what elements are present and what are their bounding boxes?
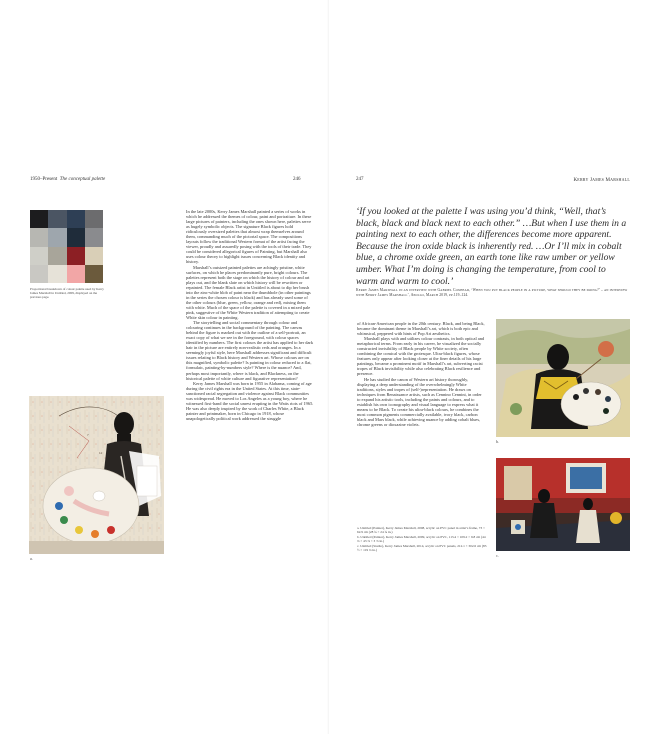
painting-image xyxy=(496,458,630,551)
palette-swatch xyxy=(48,265,66,283)
credit-line: c. Untitled (Studio), Kerry James Marshall, 2014, acrylic on PVC panels, 212.1 × 302.6 cm (83 ½ × 119 ⅛ in.) xyxy=(357,544,487,553)
left-body-paragraph: The storytelling and social commentary through colour and colouring continues in the background of the painting. The canvas behind the figure is marked out with the outline of a self-portrait, an exact copy of what we see in the foreground, with colour spaces identified by numbers. The first colours the artist has applied to her dark hair in the picture are entirely non-realistic reds and oranges. In a seemingly joyful style, here Marshall addresses significant and difficult issues relating to Black history and Western art. Whose colours are on this magnified, symbolic palette? Is painting in colour reduced to a flat, formulaic, painting-by-numbers style? Where is the nuance? And, perhaps most importantly, where is black, and Blackness, on the historical palette of white culture and figurative representation? xyxy=(186,320,314,381)
credit-line: b. Untitled (Painter), Kerry James Marshall, 2009, acrylic on PVC, 113.4 × 109.2 × 9.8 cm (44 ⅝ × 43 ⅜ × 3 ⅞ in.) xyxy=(357,535,486,544)
running-head-left xyxy=(30,177,105,182)
right-body-paragraph: He has studied the canon of Western art history thoroughly, displaying a deep understanding of the overwhelmingly White traditions, styles and tropes of (self-)representation. He draws on techniques from Renaissance artists, such as Cennino Cennini, in order to expand his artistic tools, including the paints and colours, and to establish his own iconography and visual language to express what it means to be Black. To create his ultra-black colours, he combines the most common pigments commercially available, ivory black, carbon black and Mars black, while achieving nuance by adding cobalt blues, chrome greens or dioxazine violets. xyxy=(357,376,482,427)
image-credits xyxy=(357,526,487,553)
svg-text:12: 12 xyxy=(99,451,103,455)
painting-untitled-painter-a xyxy=(29,396,164,554)
palette-swatch xyxy=(85,247,103,265)
credit-line: a. Untitled (Painter), Kerry James Marshall, 2008, acrylic on PVC panel in artist’s frame, 73 × 62.9 cm (28 ¾ × 24 ¾ in.) xyxy=(357,526,485,535)
palette-swatch xyxy=(85,228,103,246)
left-body-paragraph: Marshall’s outsized painted palettes are achingly pristine, white surfaces, on which he places predominantly pure, bright colours. The palettes represent both the stage on which the history of colour and art plays out, and the blank slate on which history will be rewritten or repainted. The female Black artist in Untitled is about to dip her brush into the zinc-white blob of paint near the thumbhole (in other paintings in the series the chosen colour is black) and has already used some of the other colours (blue, green, yellow, orange and red), mixing them with white. Much of the space of the palette is covered in a mixed pale pink, suggestive of the White Western tradition of attempting to create White skin colour in painting. xyxy=(186,264,311,320)
running-head-prefix: 1950–Present xyxy=(30,177,58,182)
painting-untitled-painter-b xyxy=(496,319,630,437)
painting-image xyxy=(29,396,164,554)
colour-palette-breakdown xyxy=(30,210,103,283)
plate-label-c: c. xyxy=(496,553,499,558)
folio-right: 247 xyxy=(356,177,364,182)
palette-swatch xyxy=(30,265,48,283)
palette-swatch xyxy=(48,228,66,246)
right-body-paragraph: of African-American people in the 20th century. Black, and being Black, became the dominant theme in Marshall’s art, which is both epic and whimsical, peppered with hints of Pop Art aesthetics. xyxy=(357,321,485,337)
right-body-text xyxy=(357,321,485,427)
painting-untitled-studio-c xyxy=(496,458,630,551)
palette-swatch xyxy=(85,265,103,283)
painting-image xyxy=(496,319,630,437)
right-body-paragraph: Marshall plays with and utilizes colour contrasts, in both optical and metaphorical terms. From early in his career, he visualized the socially constructed invisibility of Black people by White society, often combining the comical with the grotesque. Ultra-black figures, whose features only appear after looking closer at the finer details of his large paintings, became a prominent motif in Marshall’s art, subverting racist tropes of Black invisibility while also celebrating Black resilience and presence. xyxy=(357,336,485,377)
folio-left: 246 xyxy=(293,177,301,182)
palette-swatch xyxy=(67,247,85,265)
palette-swatch xyxy=(30,228,48,246)
plate-label-a: a. xyxy=(30,556,33,561)
palette-swatch xyxy=(48,247,66,265)
palette-swatch xyxy=(67,228,85,246)
svg-text:7: 7 xyxy=(87,433,89,437)
palette-swatch xyxy=(85,210,103,228)
palette-swatch xyxy=(67,265,85,283)
pull-quote: ‘If you looked at the palette I was using you’d think, “Well, that’s black, black and black next to each other.” …But when I use them in a painting next to each other, the differences become more apparent. Because the iron oxide black is inherently red. …Or I’ll mix in cobalt blue, a chrome oxide green, an earth tone like raw umber or yellow umber. What I’m doing is changing the temperature, from cool to warm and warm to cool.’ xyxy=(356,206,627,287)
running-head-right: Kerry James Marshall xyxy=(573,178,630,183)
palette-caption: Proportional breakdown of colour palette used by Kerry James Marshall in Untitled, 2009, displayed on the previous page. xyxy=(30,287,104,300)
running-head-title: The conceptual palette xyxy=(59,177,106,182)
quote-attribution: Kerry James Marshall in an interview with Gabriel Coxhead, ‘When you put black people in a picture, what should they be doing?’ – an interview with Kerry James Marshall’, Apollo, March 2019, pp.119–124. xyxy=(356,288,628,297)
palette-swatch xyxy=(30,247,48,265)
plate-label-b: b. xyxy=(496,439,499,444)
palette-swatch xyxy=(30,210,48,228)
palette-swatch xyxy=(48,210,66,228)
left-body-paragraph: Kerry James Marshall was born in 1955 in Alabama, coming of age during the civil rights era in the United States. At this time, state-sanctioned racial segregation and violence against Black communities was widespread. He moved to Los Angeles as a young boy, where he witnessed first-hand the social unrest erupting in the Watts riots of 1965. He was also deeply inspired by the work of Charles White, a Black painter and printmaker, born in Chicago in 1918, whose unapologetically political work addressed the struggle xyxy=(186,380,314,421)
left-body-paragraph: In the late 2000s, Kerry James Marshall painted a series of works in which he addressed the themes of colour, paint and portraiture. In these large pictures of painters, including the ones shown here, palettes serve as hugely symbolic objects. The signature Black figures hold ridiculously oversized palettes that almost wrap themselves around them, commanding much of the pictorial space. The compositions layouts follow the traditional Western format of the artist facing the viewer, proudly and assuredly posing with the tools of their trade. They could be considered allegorical figures of Painting, but Marshall also uses colour theory to highlight issues concerning Black identity and history. xyxy=(186,209,312,265)
left-body-text xyxy=(186,209,314,421)
palette-swatch xyxy=(67,210,85,228)
